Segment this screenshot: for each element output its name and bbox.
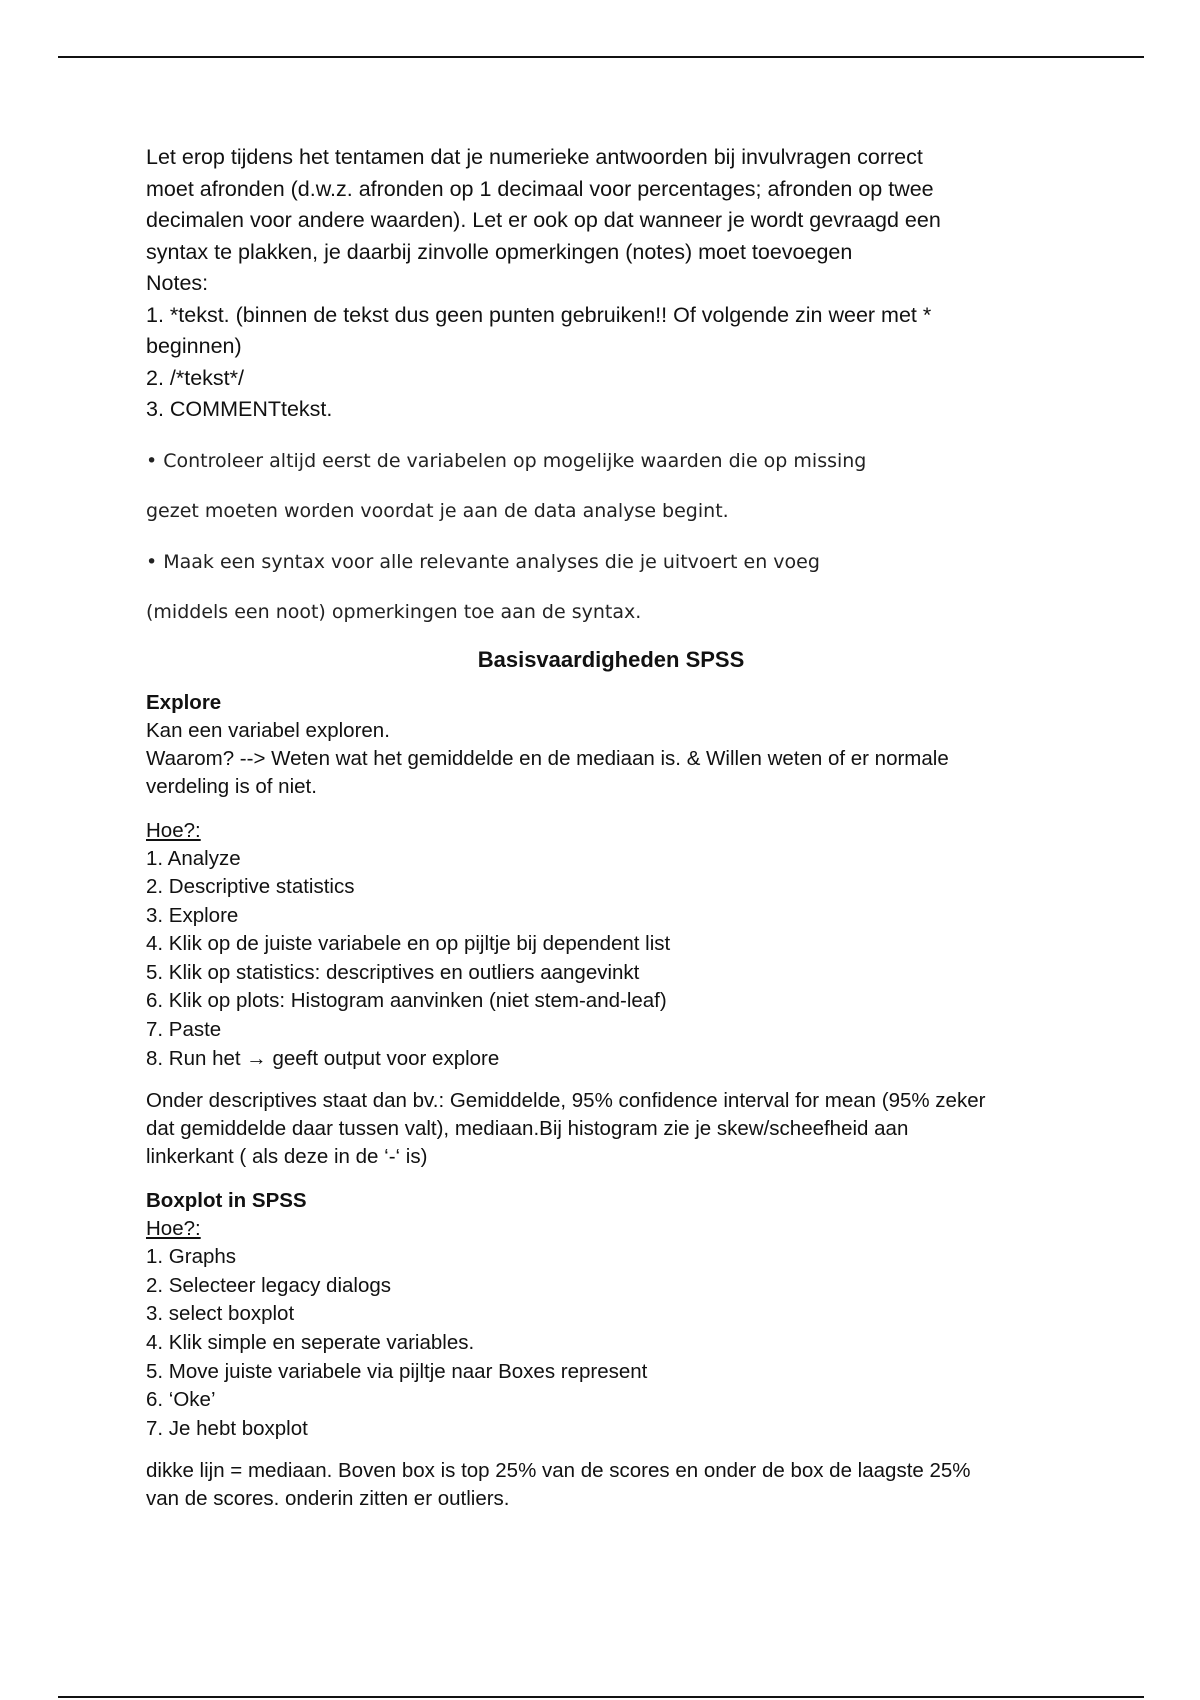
- list-item: 4. Klik op de juiste variabele en op pijltje bij dependent list: [146, 932, 671, 956]
- intro-paragraph: [146, 142, 1076, 268]
- bullet-text: (middels een noot) opmerkingen toe aan de syntax.: [146, 600, 642, 623]
- boxplot-desc-line: dikke lijn = mediaan. Boven box is top 25% van de scores en onder de box de laagste 25%: [146, 1459, 971, 1483]
- boxplot-steps: [146, 1243, 1076, 1443]
- explore-section: [146, 689, 1076, 1172]
- explore-text: Waarom? --> Weten wat het gemiddelde en de mediaan is. & Willen weten of er normale: [146, 746, 949, 770]
- intro-line: decimalen voor andere waarden). Let er ook op dat wanneer je wordt gevraagd een: [146, 208, 941, 232]
- boxplot-heading: Boxplot in SPSS: [146, 1189, 307, 1213]
- explore-steps: [146, 845, 1076, 1074]
- list-item: 7. Je hebt boxplot: [146, 1416, 308, 1440]
- top-rule: [58, 56, 1144, 58]
- bullet-text: • Controleer altijd eerst de variabelen op mogelijke waarden die op missing: [146, 449, 867, 472]
- document-body: [146, 142, 1076, 1513]
- list-item: 1. Analyze: [146, 846, 241, 870]
- notes-item: beginnen): [146, 334, 242, 358]
- list-item: 1. Graphs: [146, 1245, 237, 1269]
- list-item: 5. Move juiste variabele via pijltje naar Boxes represent: [146, 1359, 648, 1383]
- intro-line: syntax te plakken, je daarbij zinvolle opmerkingen (notes) moet toevoegen: [146, 239, 853, 264]
- list-item: 8. Run het → geeft output voor explore: [146, 1046, 500, 1070]
- explore-desc-line: dat gemiddelde daar tussen valt), mediaan.Bij histogram zie je skew/scheefheid aan: [146, 1117, 909, 1141]
- notes-item: 2. /*tekst*/: [146, 365, 244, 390]
- explore-desc-line: Onder descriptives staat dan bv.: Gemiddelde, 95% confidence interval for mean (95% zeker: [146, 1089, 986, 1113]
- boxplot-section: [146, 1187, 1076, 1513]
- list-item: 7. Paste: [146, 1018, 222, 1042]
- list-item: 3. Explore: [146, 903, 239, 927]
- bottom-rule: [58, 1696, 1144, 1698]
- boxplot-description: [146, 1457, 1076, 1513]
- boxplot-how-label: Hoe?:: [146, 1217, 201, 1241]
- list-item: 5. Klik op statistics: descriptives en outliers aangevinkt: [146, 960, 640, 984]
- list-item: 4. Klik simple en seperate variables.: [146, 1331, 475, 1355]
- boxplot-desc-line: van de scores. onderin zitten er outliers.: [146, 1487, 510, 1511]
- list-item: 6. ‘Oke’: [146, 1388, 216, 1412]
- notes-item: 1. *tekst. (binnen de tekst dus geen punten gebruiken!! Of volgende zin weer met *: [146, 302, 932, 327]
- explore-text: verdeling is of niet.: [146, 774, 317, 798]
- list-item: 2. Selecteer legacy dialogs: [146, 1273, 392, 1297]
- section-title: Basisvaardigheden SPSS: [477, 646, 745, 672]
- explore-heading: Explore: [146, 690, 222, 714]
- bullet-text: gezet moeten worden voordat je aan de data analyse begint.: [146, 499, 729, 522]
- notes-block: [146, 268, 1076, 426]
- list-item: 3. select boxplot: [146, 1302, 295, 1326]
- explore-how-label: Hoe?:: [146, 818, 201, 842]
- list-item: 6. Klik op plots: Histogram aanvinken (niet stem-and-leaf): [146, 989, 667, 1013]
- notes-label: Notes:: [146, 271, 209, 295]
- bullet-text: • Maak een syntax voor alle relevante analyses die je uitvoert en voeg: [146, 550, 820, 573]
- list-item: 2. Descriptive statistics: [146, 875, 355, 899]
- explore-text: Kan een variabel exploren.: [146, 718, 390, 742]
- explore-description: [146, 1087, 1076, 1171]
- intro-line: moet afronden (d.w.z. afronden op 1 decimaal voor percentages; afronden op twee: [146, 176, 934, 201]
- explore-desc-line: linkerkant ( als deze in de ‘-‘ is): [146, 1145, 428, 1169]
- intro-line: Let erop tijdens het tentamen dat je numerieke antwoorden bij invulvragen correct: [146, 145, 923, 169]
- notes-item: 3. COMMENTtekst.: [146, 397, 333, 421]
- bullets-block: [146, 448, 1076, 625]
